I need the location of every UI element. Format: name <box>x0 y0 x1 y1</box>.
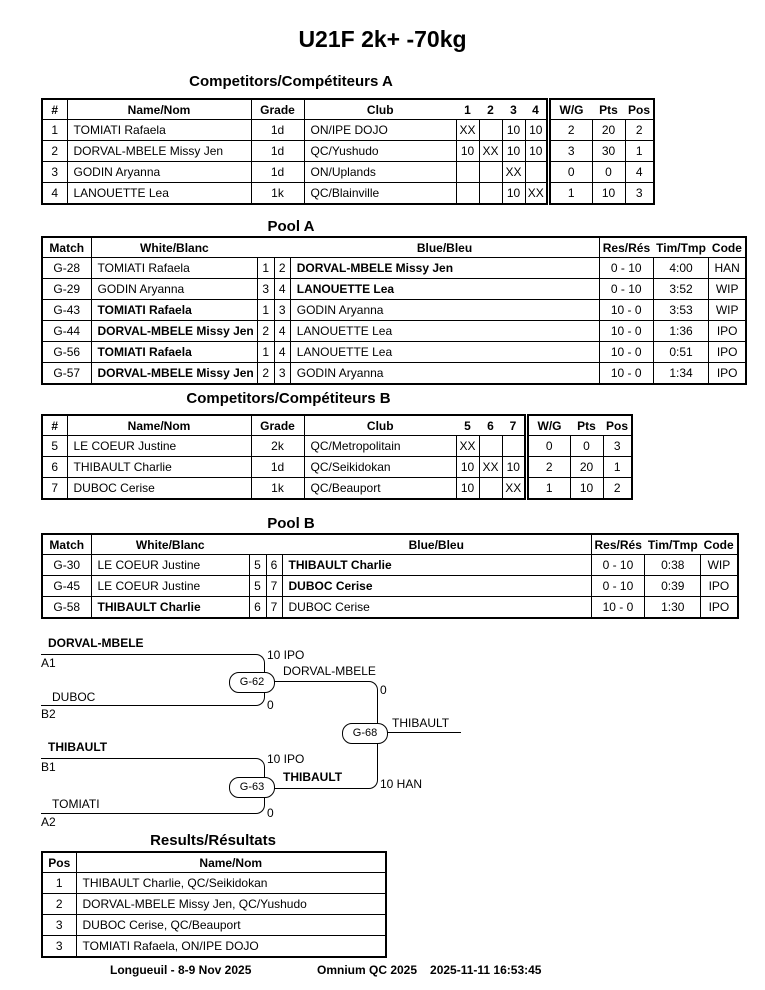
table-row <box>42 141 547 162</box>
match-capsule-g63: G-63 <box>229 777 275 798</box>
cell-code: WIP <box>709 300 746 321</box>
column-header: 6 <box>487 418 494 433</box>
header-row <box>42 415 525 436</box>
cell-white-number: 1 <box>257 258 274 279</box>
cell-club: QC/Seikidokan <box>304 457 456 478</box>
cell-time: 0:39 <box>645 576 701 597</box>
cell-code: IPO <box>709 321 746 342</box>
footer-event-location: Longueuil - 8-9 Nov 2025 <box>110 963 252 977</box>
cell-white-number: 1 <box>257 342 274 363</box>
cell-white-name: DORVAL-MBELE Missy Jen <box>91 321 257 342</box>
header-row <box>42 237 746 258</box>
table-row <box>42 894 386 915</box>
cell-number: 3 <box>42 162 67 183</box>
cell-blue-name: DUBOC Cerise <box>282 597 591 619</box>
cell-blue-number: 4 <box>274 279 290 300</box>
cell-number: 5 <box>42 436 67 457</box>
bracket-score: 10 IPO <box>267 752 305 766</box>
cell-blue-number: 6 <box>266 555 282 576</box>
column-header: 5 <box>464 418 471 433</box>
bracket-winner-name: THIBAULT <box>283 770 343 784</box>
cell-club: QC/Blainville <box>304 183 456 205</box>
competitors-b-table <box>41 414 526 500</box>
column-header: Club <box>304 415 456 436</box>
cell-position: 1 <box>625 141 654 162</box>
table-row <box>42 258 746 279</box>
column-header: Blue/Bleu <box>408 537 464 552</box>
pool-b-header <box>42 534 738 555</box>
cell-number: 4 <box>42 183 67 205</box>
results-header <box>42 852 386 873</box>
column-header: White/Blanc <box>91 534 249 555</box>
cell-score <box>479 162 502 183</box>
cell-number: 1 <box>42 120 67 141</box>
cell-white-number: 5 <box>249 555 266 576</box>
cell-white-name: DORVAL-MBELE Missy Jen <box>91 363 257 385</box>
cell-wins: 2 <box>550 120 592 141</box>
competitors-b-stats-body <box>528 436 632 500</box>
header-row <box>42 99 547 120</box>
column-header: White/Blanc <box>91 237 257 258</box>
cell-code: IPO <box>701 597 738 619</box>
cell-blue-name: DORVAL-MBELE Missy Jen <box>290 258 599 279</box>
header-row <box>42 852 386 873</box>
cell-score: XX <box>456 120 479 141</box>
table-row <box>42 478 525 500</box>
cell-points: 0 <box>570 436 603 457</box>
cell-score: 10 <box>456 478 479 500</box>
bracket-final-line <box>386 732 461 734</box>
section-heading-competitors-a: Competitors/Compétiteurs A <box>189 73 393 90</box>
section-heading-pool-b: Pool B <box>267 515 315 532</box>
column-header: Name/Nom <box>76 852 386 873</box>
cell-wins: 0 <box>550 162 592 183</box>
cell-grade: 1d <box>251 457 304 478</box>
cell-score: XX <box>456 436 479 457</box>
competitors-a-stats-header <box>550 99 654 120</box>
cell-code: IPO <box>709 363 746 385</box>
cell-name: DUBOC Cerise, QC/Beauport <box>76 915 386 936</box>
cell-blue-number: 4 <box>274 342 290 363</box>
cell-time: 1:34 <box>653 363 709 385</box>
cell-match-id: G-44 <box>42 321 91 342</box>
cell-name: GODIN Aryanna <box>67 162 251 183</box>
cell-white-number: 1 <box>257 300 274 321</box>
competitors-a-header <box>42 99 547 120</box>
table-row <box>42 120 547 141</box>
bracket-score: 10 IPO <box>267 648 305 662</box>
cell-wins: 0 <box>528 436 570 457</box>
cell-club: QC/Metropolitain <box>304 436 456 457</box>
cell-score <box>479 120 502 141</box>
cell-result: 10 - 0 <box>599 321 653 342</box>
cell-score: XX <box>502 478 525 500</box>
cell-white-name: TOMIATI Rafaela <box>91 300 257 321</box>
pool-b-table <box>41 533 739 619</box>
competitors-b-stats-table <box>527 414 633 500</box>
cell-result: 0 - 10 <box>591 576 645 597</box>
cell-result: 10 - 0 <box>599 363 653 385</box>
column-header <box>274 237 290 258</box>
cell-wins: 3 <box>550 141 592 162</box>
bracket-score: 0 <box>267 806 274 820</box>
cell-result: 0 - 10 <box>599 258 653 279</box>
column-header: # <box>51 418 59 433</box>
cell-position: 1 <box>42 873 76 894</box>
cell-grade: 1d <box>251 141 304 162</box>
cell-grade: 1d <box>251 120 304 141</box>
cell-points: 0 <box>592 162 625 183</box>
cell-wins: 1 <box>550 183 592 205</box>
cell-position: 2 <box>42 894 76 915</box>
cell-score: 10 <box>525 120 547 141</box>
column-header <box>257 237 274 258</box>
cell-score <box>479 436 502 457</box>
pool-a-table <box>41 236 747 385</box>
cell-score: XX <box>479 457 502 478</box>
footer-tournament-name: Omnium QC 2025 <box>317 963 418 977</box>
column-header: Grade <box>251 415 304 436</box>
column-header: Res/Rés <box>591 534 645 555</box>
cell-code: IPO <box>701 576 738 597</box>
cell-number: 7 <box>42 478 67 500</box>
cell-position: 3 <box>42 936 76 958</box>
header-row <box>42 534 738 555</box>
cell-points: 20 <box>592 120 625 141</box>
cell-score: XX <box>479 141 502 162</box>
cell-code: HAN <box>709 258 746 279</box>
table-row <box>42 436 525 457</box>
column-header: Code <box>711 240 742 255</box>
cell-result: 10 - 0 <box>599 300 653 321</box>
cell-number: 6 <box>42 457 67 478</box>
cell-white-name: TOMIATI Rafaela <box>91 258 257 279</box>
cell-match-id: G-56 <box>42 342 91 363</box>
table-row <box>42 183 547 205</box>
bracket-entrant-name: TOMIATI <box>52 797 100 811</box>
column-header: Match <box>49 240 85 255</box>
cell-match-id: G-45 <box>42 576 91 597</box>
competitors-b-header <box>42 415 525 436</box>
cell-blue-name: THIBAULT Charlie <box>282 555 591 576</box>
cell-result: 10 - 0 <box>599 342 653 363</box>
cell-position: 4 <box>625 162 654 183</box>
bracket-seed-label: A1 <box>41 656 56 670</box>
column-header: 4 <box>532 102 539 117</box>
cell-blue-number: 3 <box>274 300 290 321</box>
bracket-winner-name: THIBAULT <box>392 716 450 730</box>
column-header: Name/Nom <box>67 415 251 436</box>
column-header: Code <box>703 537 734 552</box>
cell-points: 20 <box>570 457 603 478</box>
pool-b-body <box>42 555 738 619</box>
results-table <box>41 851 387 958</box>
bracket-entrant-name: THIBAULT <box>48 740 108 754</box>
cell-position: 2 <box>603 478 632 500</box>
cell-score: 10 <box>502 183 525 205</box>
cell-code: IPO <box>709 342 746 363</box>
match-capsule-g68: G-68 <box>342 723 388 744</box>
bracket-seed-label: A2 <box>41 815 56 829</box>
cell-score <box>456 183 479 205</box>
table-row <box>42 321 746 342</box>
table-row <box>42 936 386 958</box>
cell-match-id: G-28 <box>42 258 91 279</box>
cell-score <box>479 478 502 500</box>
pool-a-header <box>42 237 746 258</box>
table-row <box>42 873 386 894</box>
table-row <box>550 141 654 162</box>
cell-points: 10 <box>592 183 625 205</box>
column-header: # <box>51 102 59 117</box>
table-row <box>42 915 386 936</box>
cell-match-id: G-43 <box>42 300 91 321</box>
cell-match-id: G-30 <box>42 555 91 576</box>
cell-white-number: 3 <box>257 279 274 300</box>
cell-blue-number: 3 <box>274 363 290 385</box>
table-row <box>42 576 738 597</box>
match-capsule-g62: G-62 <box>229 672 275 693</box>
column-header: Pos <box>628 102 651 117</box>
cell-blue-number: 7 <box>266 576 282 597</box>
footer-timestamp: 2025-11-11 16:53:45 <box>430 963 542 977</box>
cell-grade: 1k <box>251 183 304 205</box>
cell-name: TOMIATI Rafaela, ON/IPE DOJO <box>76 936 386 958</box>
cell-score: 10 <box>502 141 525 162</box>
table-row <box>550 120 654 141</box>
cell-name: LE COEUR Justine <box>67 436 251 457</box>
cell-result: 0 - 10 <box>599 279 653 300</box>
table-row <box>528 457 632 478</box>
column-header: Pts <box>599 102 618 117</box>
cell-blue-name: LANOUETTE Lea <box>290 279 599 300</box>
cell-position: 2 <box>625 120 654 141</box>
cell-white-number: 6 <box>249 597 266 619</box>
competitors-a-table <box>41 98 548 205</box>
cell-result: 0 - 10 <box>591 555 645 576</box>
cell-score <box>456 162 479 183</box>
column-header: Blue/Bleu <box>416 240 473 255</box>
column-header: W/G <box>559 102 584 117</box>
header-row <box>550 99 654 120</box>
competitors-b-stats-header <box>528 415 632 436</box>
cell-grade: 1k <box>251 478 304 500</box>
table-row <box>42 363 746 385</box>
cell-name: LANOUETTE Lea <box>67 183 251 205</box>
table-row <box>550 183 654 205</box>
bracket-score: 0 <box>267 698 274 712</box>
cell-white-name: LE COEUR Justine <box>91 576 249 597</box>
section-heading-competitors-b: Competitors/Compétiteurs B <box>186 390 391 407</box>
cell-score: XX <box>502 162 525 183</box>
column-header <box>266 534 282 555</box>
cell-time: 1:36 <box>653 321 709 342</box>
cell-blue-number: 7 <box>266 597 282 619</box>
column-header: 2 <box>487 102 494 117</box>
cell-white-name: GODIN Aryanna <box>91 279 257 300</box>
cell-name: DORVAL-MBELE Missy Jen <box>67 141 251 162</box>
column-header: 7 <box>509 418 517 433</box>
cell-code: WIP <box>701 555 738 576</box>
cell-time: 3:53 <box>653 300 709 321</box>
cell-blue-name: GODIN Aryanna <box>290 300 599 321</box>
column-header: Grade <box>251 99 304 120</box>
cell-white-name: TOMIATI Rafaela <box>91 342 257 363</box>
results-body <box>42 873 386 958</box>
cell-match-id: G-57 <box>42 363 91 385</box>
section-heading-pool-a: Pool A <box>267 218 315 235</box>
cell-club: QC/Beauport <box>304 478 456 500</box>
cell-blue-number: 4 <box>274 321 290 342</box>
cell-name: THIBAULT Charlie, QC/Seikidokan <box>76 873 386 894</box>
pool-a-body <box>42 258 746 385</box>
cell-club: QC/Yushudo <box>304 141 456 162</box>
column-header: Pos <box>48 855 71 870</box>
cell-white-name: LE COEUR Justine <box>91 555 249 576</box>
cell-wins: 1 <box>528 478 570 500</box>
cell-white-number: 2 <box>257 321 274 342</box>
cell-match-id: G-29 <box>42 279 91 300</box>
cell-white-name: THIBAULT Charlie <box>91 597 249 619</box>
cell-score: 10 <box>525 141 547 162</box>
cell-score: XX <box>525 183 547 205</box>
column-header: Tim/Tmp <box>656 240 706 255</box>
column-header: Club <box>304 99 456 120</box>
column-header: Match <box>49 537 85 552</box>
cell-points: 10 <box>570 478 603 500</box>
column-header: Tim/Tmp <box>647 537 698 552</box>
bracket-seed-label: B1 <box>41 760 56 774</box>
cell-position: 3 <box>42 915 76 936</box>
cell-score: 10 <box>502 120 525 141</box>
cell-white-number: 5 <box>249 576 266 597</box>
cell-time: 0:38 <box>645 555 701 576</box>
cell-points: 30 <box>592 141 625 162</box>
cell-name: DORVAL-MBELE Missy Jen, QC/Yushudo <box>76 894 386 915</box>
table-row <box>528 478 632 500</box>
competitors-b-body <box>42 436 525 500</box>
cell-score <box>479 183 502 205</box>
table-row <box>42 300 746 321</box>
column-header: Pts <box>577 418 596 433</box>
cell-blue-name: LANOUETTE Lea <box>290 321 599 342</box>
page-title: U21F 2k+ -70kg <box>298 26 467 52</box>
cell-position: 3 <box>625 183 654 205</box>
table-row <box>42 342 746 363</box>
cell-code: WIP <box>709 279 746 300</box>
cell-club: ON/IPE DOJO <box>304 120 456 141</box>
cell-score: 10 <box>456 457 479 478</box>
cell-position: 3 <box>603 436 632 457</box>
bracket-entrant-name: DORVAL-MBELE <box>48 636 144 650</box>
column-header: 1 <box>464 102 471 117</box>
competitors-a-stats-table <box>549 98 655 205</box>
table-row <box>42 555 738 576</box>
cell-match-id: G-58 <box>42 597 91 619</box>
cell-position: 1 <box>603 457 632 478</box>
table-row <box>42 279 746 300</box>
bracket-score: 0 <box>380 683 387 697</box>
cell-grade: 2k <box>251 436 304 457</box>
cell-result: 10 - 0 <box>591 597 645 619</box>
cell-blue-name: GODIN Aryanna <box>290 363 599 385</box>
column-header: Name/Nom <box>67 99 251 120</box>
table-row <box>42 457 525 478</box>
column-header: Pos <box>606 418 629 433</box>
column-header <box>249 534 266 555</box>
column-header: 3 <box>510 102 517 117</box>
cell-name: DUBOC Cerise <box>67 478 251 500</box>
table-row <box>42 597 738 619</box>
competitors-a-body <box>42 120 547 205</box>
column-header: Res/Rés <box>599 237 653 258</box>
cell-score: 10 <box>502 457 525 478</box>
cell-club: ON/Uplands <box>304 162 456 183</box>
cell-time: 4:00 <box>653 258 709 279</box>
cell-time: 0:51 <box>653 342 709 363</box>
cell-name: THIBAULT Charlie <box>67 457 251 478</box>
bracket-score: 10 HAN <box>380 777 423 791</box>
table-row <box>42 162 547 183</box>
cell-white-number: 2 <box>257 363 274 385</box>
competitors-a-stats-body <box>550 120 654 205</box>
header-row <box>528 415 632 436</box>
section-heading-results: Results/Résultats <box>150 832 276 849</box>
cell-time: 3:52 <box>653 279 709 300</box>
bracket-entrant-name: DUBOC <box>52 690 96 704</box>
table-row <box>528 436 632 457</box>
cell-score: 10 <box>456 141 479 162</box>
cell-score <box>525 162 547 183</box>
cell-time: 1:30 <box>645 597 701 619</box>
bracket-winner-name: DORVAL-MBELE <box>283 664 376 678</box>
cell-number: 2 <box>42 141 67 162</box>
column-header: W/G <box>537 418 562 433</box>
cell-blue-name: DUBOC Cerise <box>282 576 591 597</box>
cell-blue-name: LANOUETTE Lea <box>290 342 599 363</box>
cell-name: TOMIATI Rafaela <box>67 120 251 141</box>
cell-grade: 1d <box>251 162 304 183</box>
footer-right <box>317 963 541 977</box>
cell-wins: 2 <box>528 457 570 478</box>
cell-blue-number: 2 <box>274 258 290 279</box>
table-row <box>550 162 654 183</box>
bracket-seed-label: B2 <box>41 707 56 721</box>
cell-score <box>502 436 525 457</box>
